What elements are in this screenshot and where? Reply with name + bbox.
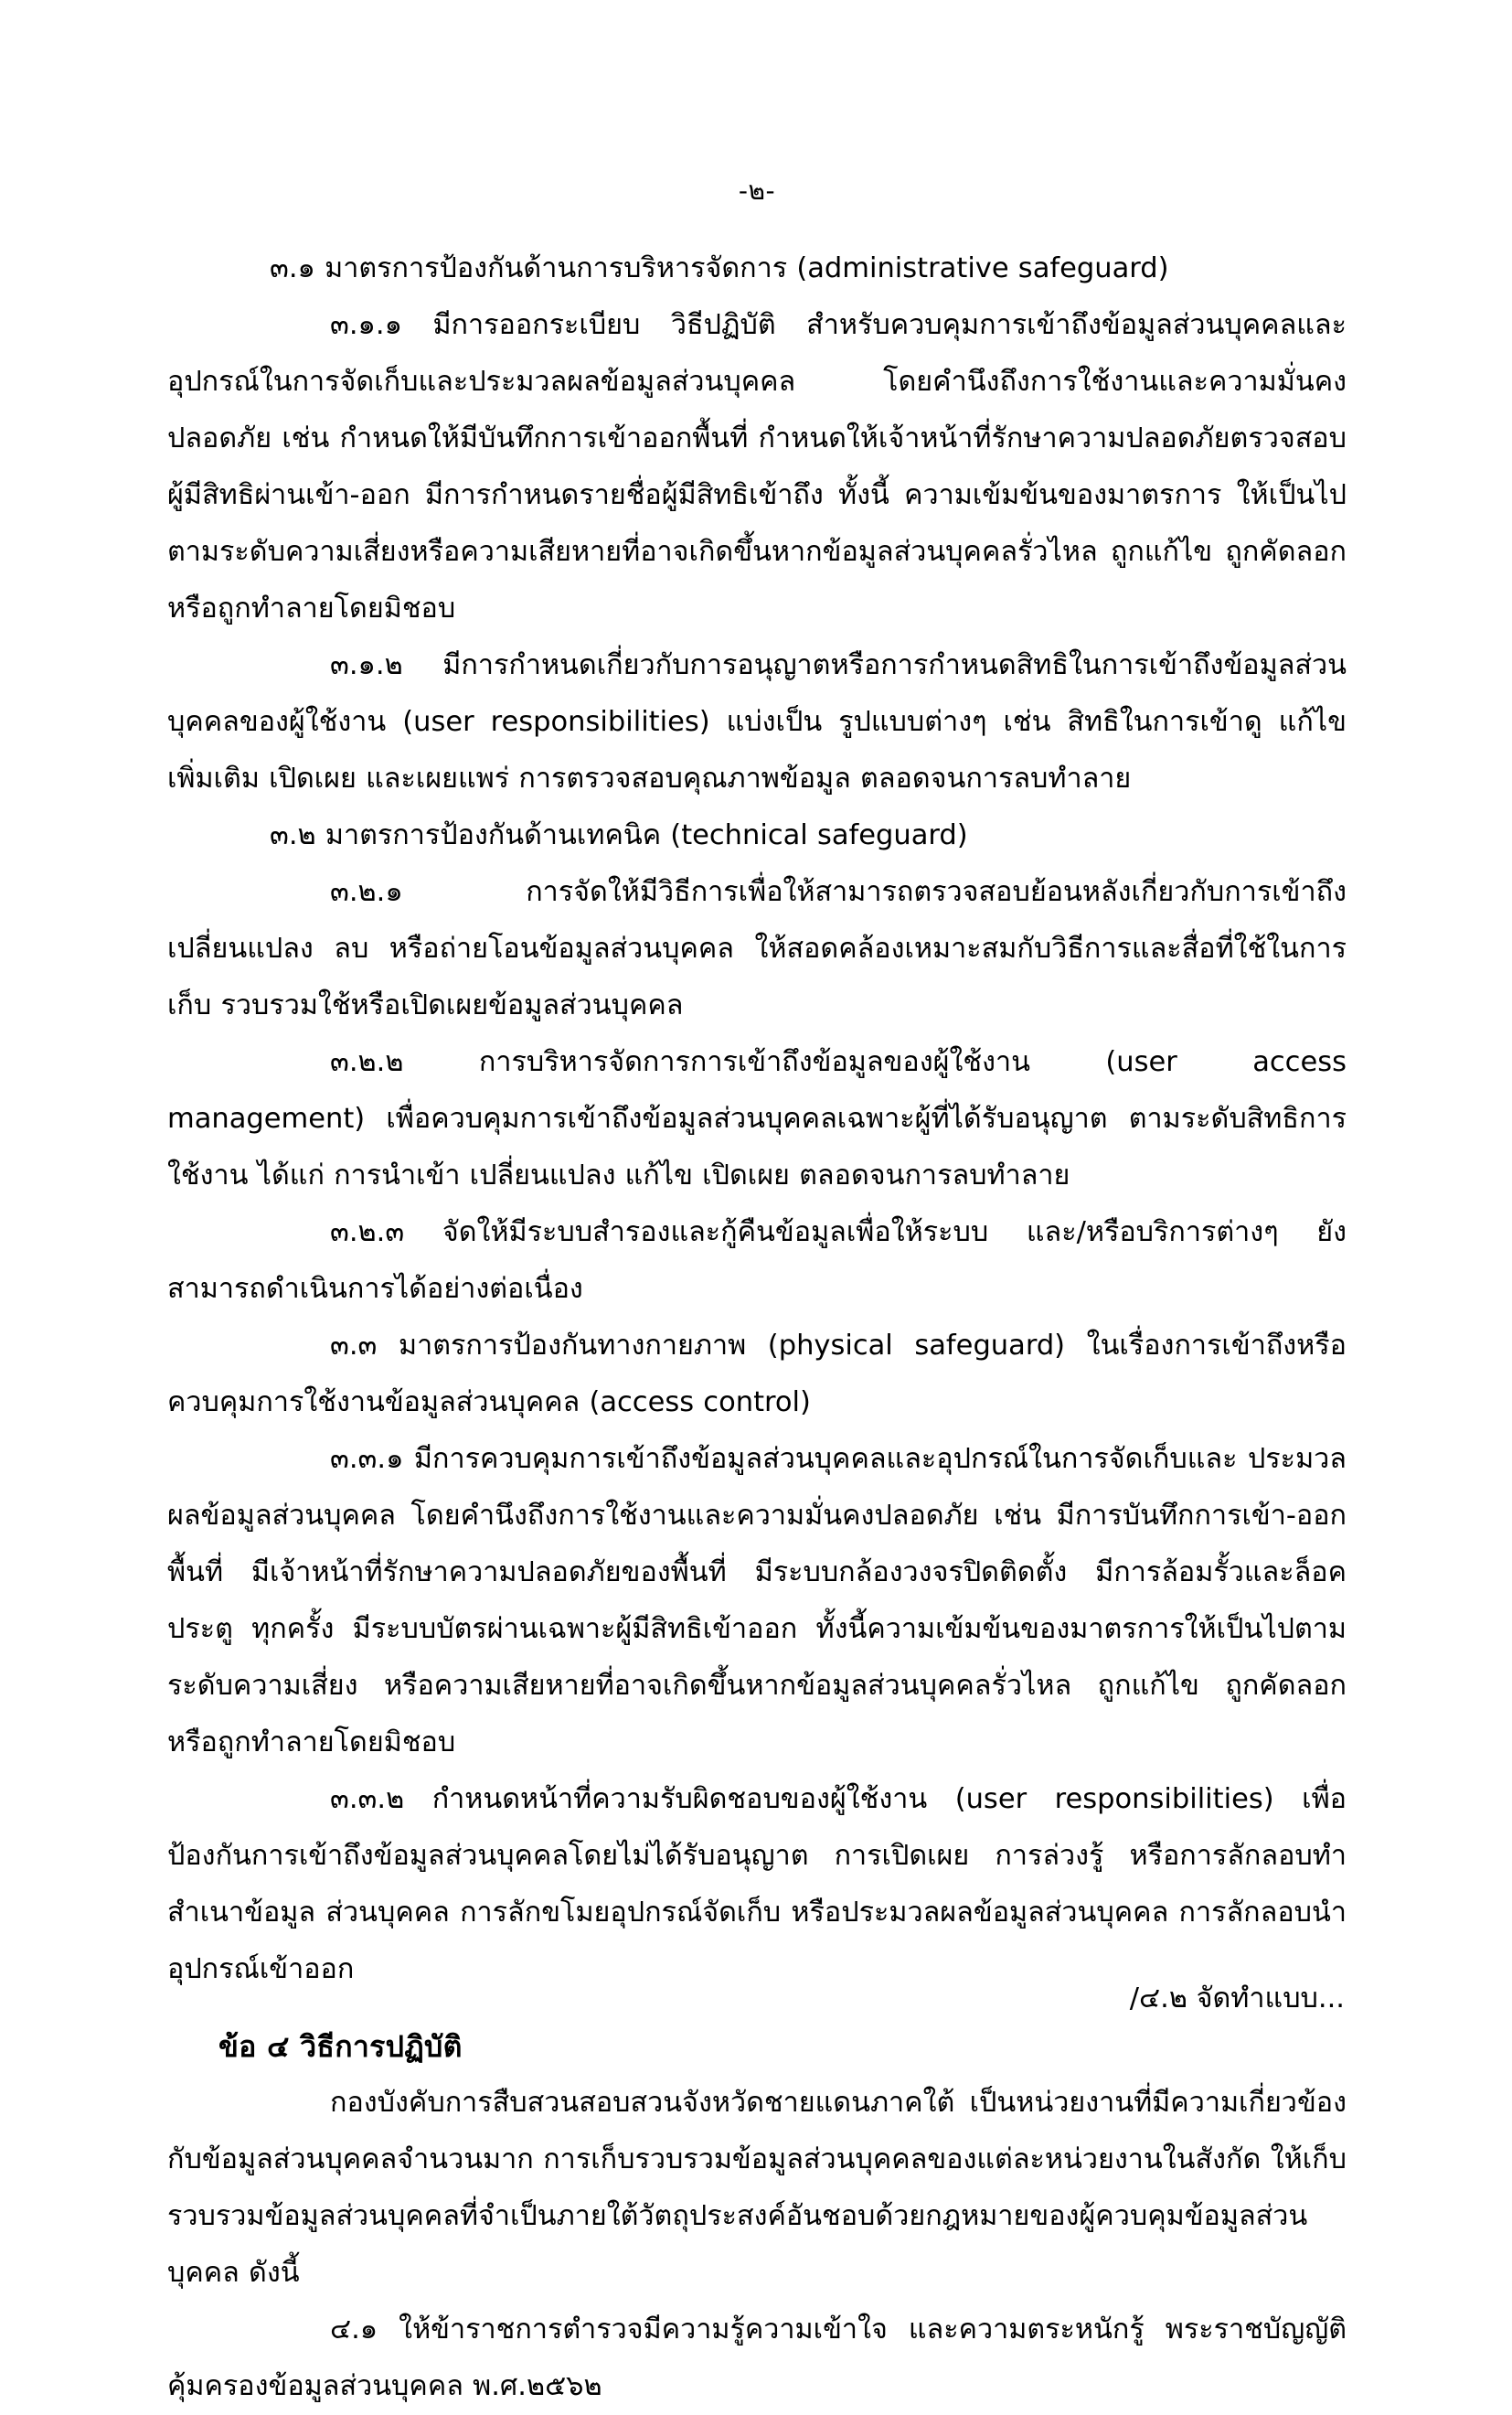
continuation-note: /๔.๒ จัดทำแบบ...: [1129, 1982, 1345, 2014]
paragraph-sec-3-3-1: ๓.๓.๑ มีการควบคุมการเข้าถึงข้อมูลส่วนบุคคลและอุปกรณ์ในการจัดเก็บและ ประมวลผลข้อมูลส่วนบุคคล โดยคำนึงถึงการใช้งานและความมั่นคงปลอดภัย เช่น มีการบันทึกการเข้า-ออก พื้นที่ มีเจ้าหน้าที่รักษาความปลอดภัยของพื้นที่ มีระบบกล้องวงจรปิดติดตั้ง มีการล้อมรั้วและล็อคประตู ทุกครั้ง มีระบบบัตรผ่านเฉพาะผู้มีสิทธิเข้าออก ทั้งนี้ความเข้มข้นของมาตรการให้เป็นไปตามระดับความเสี่ยง หรือความเสียหายที่อาจเกิดขึ้นหากข้อมูลส่วนบุคคลรั่วไหล ถูกแก้ไข ถูกคัดลอก หรือถูกทำลายโดยมิชอบ: [167, 1443, 1347, 1758]
page-number: -๒-: [738, 176, 776, 206]
paragraph-sec-3-2: ๓.๒ มาตรการป้องกันด้านเทคนิค (technical safeguard): [270, 819, 968, 851]
paragraph-sec-4-intro: กองบังคับการสืบสวนสอบสวนจังหวัดชายแดนภาคใต้ เป็นหน่วยงานที่มีความเกี่ยวข้องกับข้อมูลส่วนบุคคลจำนวนมาก การเก็บรวบรวมข้อมูลส่วนบุคคลของแต่ละหน่วยงานในสังกัด ให้เก็บรวบรวมข้อมูลส่วนบุคคลที่จำเป็นภายใต้วัตถุประสงค์อันชอบด้วยกฎหมายของผู้ควบคุมข้อมูลส่วนบุคคล ดังนี้: [167, 2087, 1347, 2289]
document-content: [167, 178, 1347, 2415]
paragraph-sec-3-2-2: ๓.๒.๒ การบริหารจัดการการเข้าถึงข้อมูลของผู้ใช้งาน (user access management) เพื่อควบคุมการเข้าถึงข้อมูลส่วนบุคคลเฉพาะผู้ที่ได้รับอนุญาต ตามระดับสิทธิการใช้งาน ได้แก่ การนำเข้า เปลี่ยนแปลง แก้ไข เปิดเผย ตลอดจนการลบทำลาย: [167, 1046, 1347, 1191]
paragraph-sec-4-1: ๔.๑ ให้ข้าราชการตำรวจมีความรู้ความเข้าใจ และความตระหนักรู้ พระราชบัญญัติคุ้มครองข้อมูลส่วนบุคคล พ.ศ.๒๕๖๒: [167, 2313, 1347, 2402]
paragraph-sec-3-2-1: ๓.๒.๑ การจัดให้มีวิธีการเพื่อให้สามารถตรวจสอบย้อนหลังเกี่ยวกับการเข้าถึง เปลี่ยนแปลง ลบ หรือถ่ายโอนข้อมูลส่วนบุคคล ให้สอดคล้องเหมาะสมกับวิธีการและสื่อที่ใช้ในการเก็บ รวบรวมใช้หรือเปิดเผยข้อมูลส่วนบุคคล: [167, 876, 1347, 1021]
paragraph-sec-3-3: ๓.๓ มาตรการป้องกันทางกายภาพ (physical safeguard) ในเรื่องการเข้าถึงหรือควบคุมการใช้งานข้อมูลส่วนบุคคล (access control): [167, 1330, 1347, 1418]
paragraph-sec-3-1-1: ๓.๑.๑ มีการออกระเบียบ วิธีปฏิบัติ สำหรับควบคุมการเข้าถึงข้อมูลส่วนบุคคลและอุปกรณ์ในการจัดเก็บและประมวลผลข้อมูลส่วนบุคคล โดยคำนึงถึงการใช้งานและความมั่นคงปลอดภัย เช่น กำหนดให้มีบันทึกการเข้าออกพื้นที่ กำหนดให้เจ้าหน้าที่รักษาความปลอดภัยตรวจสอบผู้มีสิทธิผ่านเข้า-ออก มีการกำหนดรายชื่อผู้มีสิทธิเข้าถึง ทั้งนี้ ความเข้มข้นของมาตรการ ให้เป็นไปตามระดับความเสี่ยงหรือความเสียหายที่อาจเกิดขึ้นหากข้อมูลส่วนบุคคลรั่วไหล ถูกแก้ไข ถูกคัดลอก หรือถูกทำลายโดยมิชอบ: [167, 309, 1347, 625]
section-heading-item-4: ข้อ ๔ วิธีการปฏิบัติ: [218, 2029, 463, 2064]
paragraph-sec-3-3-2: ๓.๓.๒ กำหนดหน้าที่ความรับผิดชอบของผู้ใช้งาน (user responsibilities) เพื่อป้องกันการเข้าถึงข้อมูลส่วนบุคคลโดยไม่ได้รับอนุญาต การเปิดเผย การล่วงรู้ หรือการลักลอบทำสำเนาข้อมูล ส่วนบุคคล การลักขโมยอุปกรณ์จัดเก็บ หรือประมวลผลข้อมูลส่วนบุคคล การลักลอบนำอุปกรณ์เข้าออก: [167, 1783, 1347, 1985]
paragraph-sec-3-1: ๓.๑ มาตรการป้องกันด้านการบริหารจัดการ (administrative safeguard): [270, 252, 1169, 284]
paragraph-sec-3-2-3: ๓.๒.๓ จัดให้มีระบบสำรองและกู้คืนข้อมูลเพื่อให้ระบบ และ/หรือบริการต่างๆ ยังสามารถดำเนินการได้อย่างต่อเนื่อง: [167, 1216, 1347, 1305]
paragraph-sec-3-1-2: ๓.๑.๒ มีการกำหนดเกี่ยวกับการอนุญาตหรือการกำหนดสิทธิในการเข้าถึงข้อมูลส่วนบุคคลของผู้ใช้งาน (user responsibilities) แบ่งเป็น รูปแบบต่างๆ เช่น สิทธิในการเข้าดู แก้ไข เพิ่มเติม เปิดเผย และเผยแพร่ การตรวจสอบคุณภาพข้อมูล ตลอดจนการลบทำลาย: [167, 649, 1347, 795]
